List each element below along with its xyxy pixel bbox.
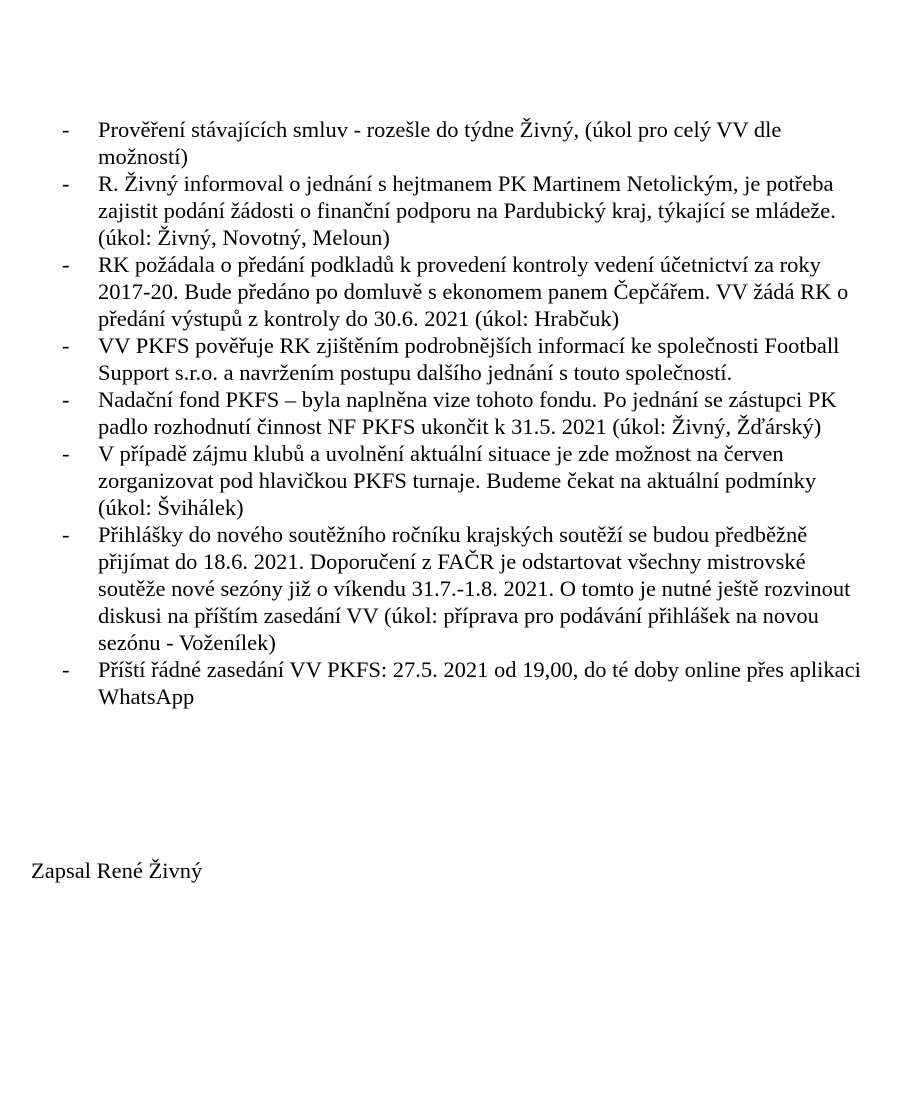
list-item xyxy=(62,116,862,170)
list-item-text: V případě zájmu klubů a uvolnění aktuální situace je zde možnost na červen zorganizovat pod hlavičkou PKFS turnaje. Budeme čekat na aktuální podmínky (úkol: Švihálek) xyxy=(98,441,817,520)
bullet-dash: - xyxy=(62,333,70,358)
list-item-text: Přihlášky do nového soutěžního ročníku krajských soutěží se budou předběžně přijímat do 18.6. 2021. Doporučení z FAČR je odstartovat všechny mistrovské soutěže nové sezóny již o víkendu 31.7.-1.8. 2021. O tomto je nutné ještě rozvinout diskusi na příštím zasedání VV (úkol: příprava pro podávání přihlášek na novou sezónu - Voženílek) xyxy=(98,522,851,655)
list-item xyxy=(62,170,862,251)
bullet-dash: - xyxy=(62,657,70,682)
signature: Zapsal René Živný xyxy=(31,858,203,883)
bullet-dash: - xyxy=(62,171,70,196)
list-item-text: Nadační fond PKFS – byla naplněna vize tohoto fondu. Po jednání se zástupci PK padlo rozhodnutí činnost NF PKFS ukončit k 31.5. 2021 (úkol: Živný, Žďárský) xyxy=(98,387,837,439)
bullet-dash: - xyxy=(62,522,70,547)
list-item xyxy=(62,386,862,440)
list-item xyxy=(62,440,862,521)
list-item xyxy=(62,656,862,710)
minutes-list xyxy=(62,116,862,710)
list-item xyxy=(62,251,862,332)
list-item xyxy=(62,521,862,656)
list-item-text: VV PKFS pověřuje RK zjištěním podrobnějších informací ke společnosti Football Support s.r.o. a navržením postupu dalšího jednání s touto společností. xyxy=(98,333,840,385)
list-item-text: Příští řádné zasedání VV PKFS: 27.5. 2021 od 19,00, do té doby online přes aplikaci WhatsApp xyxy=(98,657,861,709)
list-item-text: Prověření stávajících smluv - rozešle do týdne Živný, (úkol pro celý VV dle možností) xyxy=(98,117,782,169)
bullet-dash: - xyxy=(62,117,70,142)
bullet-dash: - xyxy=(62,387,70,412)
list-item-text: R. Živný informoval o jednání s hejtmanem PK Martinem Netolickým, je potřeba zajistit podání žádosti o finanční podporu na Pardubický kraj, týkající se mládeže. (úkol: Živný, Novotný, Meloun) xyxy=(98,171,836,250)
bullet-dash: - xyxy=(62,441,70,466)
list-item xyxy=(62,332,862,386)
bullet-dash: - xyxy=(62,252,70,277)
list-item-text: RK požádala o předání podkladů k provedení kontroly vedení účetnictví za roky 2017-20. Bude předáno po domluvě s ekonomem panem Čepčářem. VV žádá RK o předání výstupů z kontroly do 30.6. 2021 (úkol: Hrabčuk) xyxy=(98,252,849,331)
